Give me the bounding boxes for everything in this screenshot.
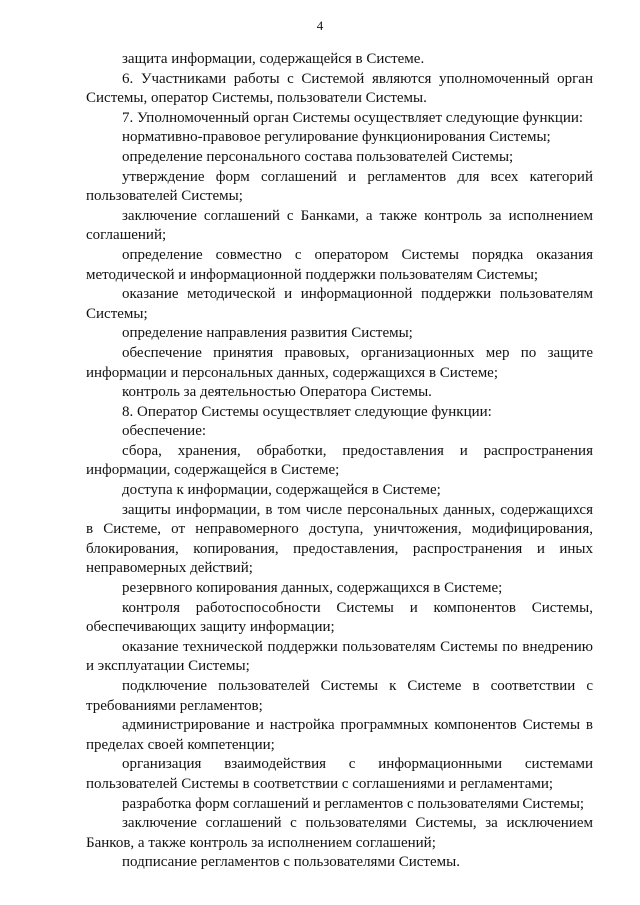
paragraph: контроля работоспособности Системы и компонентов Системы, обеспечивающих защиту информации; (86, 599, 593, 636)
paragraph: разработка форм соглашений и регламентов с пользователями Системы; (122, 795, 585, 812)
paragraph: администрирование и настройка программных компонентов Системы в пределах своей компетенции; (86, 717, 593, 753)
paragraph: организация взаимодействия с информационными системами пользователей Системы в соответствии с соглашениями и регламентами; (86, 756, 593, 792)
paragraph: определение персонального состава пользователей Системы; (122, 148, 514, 165)
paragraph: оказание методической и информационной поддержки пользователям Системы; (86, 286, 593, 322)
paragraph: подключение пользователей Системы к Системе в соответствии с требованиями регламентов; (86, 678, 593, 714)
page-number: 4 (316, 18, 324, 33)
paragraph: защиты информации, в том числе персональных данных, содержащихся в Системе, от неправомерного доступа, уничтожения, модифицирования, блокирования, копирования, предоставления, распространения и иных неправомерных действий; (86, 501, 593, 577)
paragraph: 7. Уполномоченный орган Системы осуществляет следующие функции: (122, 109, 584, 126)
paragraph: подписание регламентов с пользователями Системы. (122, 854, 460, 871)
paragraph: доступа к информации, содержащейся в Системе; (122, 482, 441, 499)
paragraph: обеспечение: (122, 423, 207, 440)
paragraph: сбора, хранения, обработки, предоставления и распространения информации, содержащейся в Системе; (86, 442, 593, 479)
paragraph: утверждение форм соглашений и регламентов для всех категорий пользователей Системы; (86, 168, 593, 205)
paragraph: заключение соглашений с пользователями Системы, за исключением Банков, а также контроль за исполнением соглашений; (86, 815, 593, 851)
paragraph: 6. Участниками работы с Системой являются уполномоченный орган Системы, оператор Системы, пользователи Системы. (86, 70, 593, 107)
document-body (86, 50, 593, 873)
paragraph: оказание технической поддержки пользователям Системы по внедрению и эксплуатации Системы; (86, 638, 593, 675)
paragraph: обеспечение принятия правовых, организационных мер по защите информации и персональных данных, содержащихся в Системе; (86, 344, 593, 381)
paragraph: заключение соглашений с Банками, а также контроль за исполнением соглашений; (86, 207, 593, 244)
paragraph: резервного копирования данных, содержащихся в Системе; (122, 580, 503, 597)
paragraph: нормативно-правовое регулирование функционирования Системы; (122, 129, 551, 146)
paragraph: контроль за деятельностью Оператора Системы. (122, 384, 432, 401)
paragraph: 8. Оператор Системы осуществляет следующие функции: (122, 403, 492, 420)
paragraph: определение совместно с оператором Системы порядка оказания методической и информационной поддержки пользователям Системы; (86, 246, 593, 283)
paragraph: защита информации, содержащейся в Системе. (122, 51, 425, 67)
paragraph: определение направления развития Системы; (122, 325, 413, 342)
